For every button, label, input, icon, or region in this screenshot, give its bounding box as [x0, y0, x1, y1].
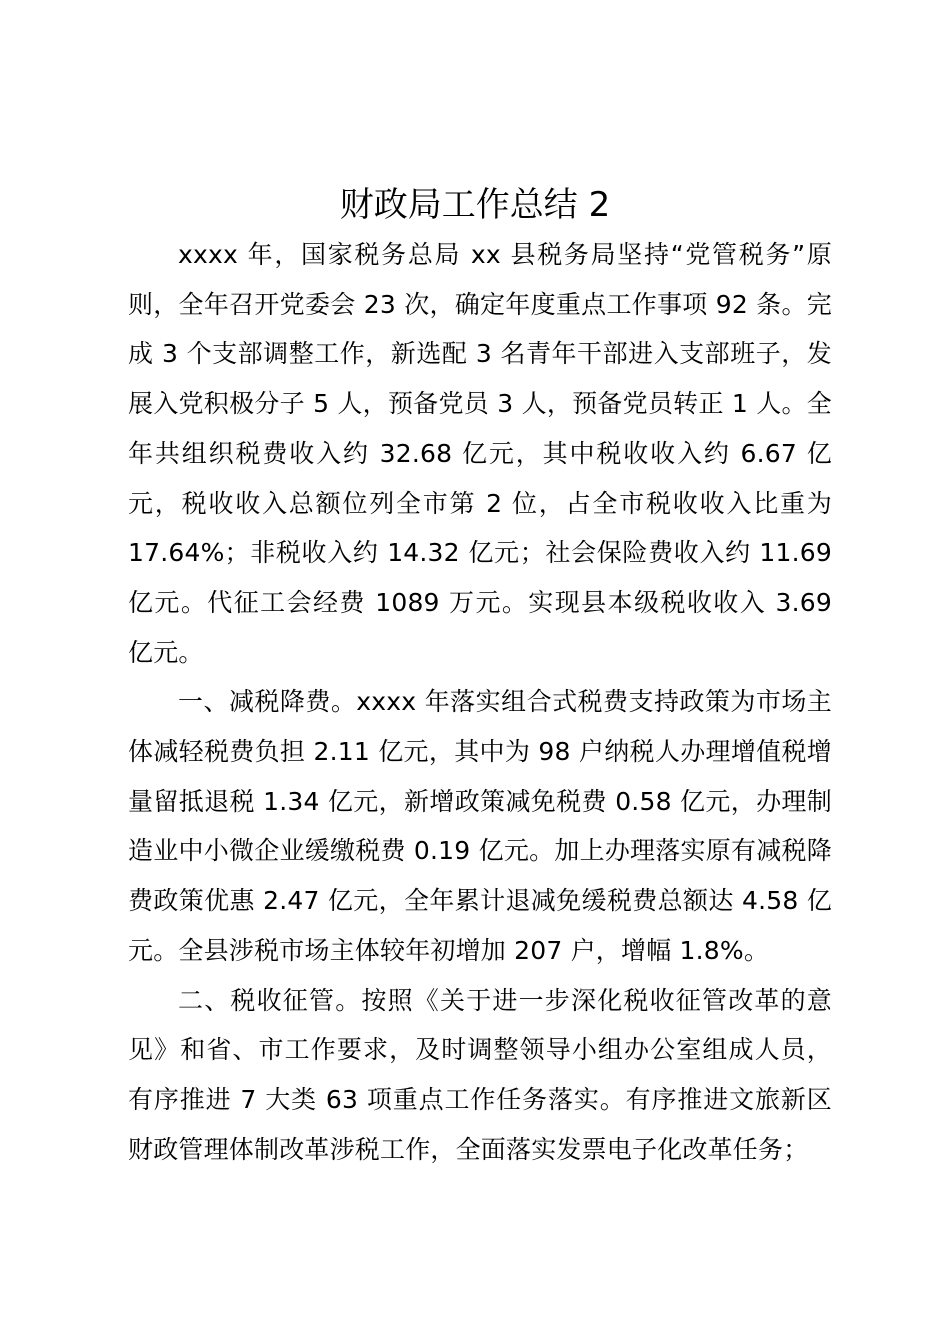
- paragraph-overview: xxxx 年，国家税务总局 xx 县税务局坚持“党管税务”原则，全年召开党委会 23 次，确定年度重点工作事项 92 条。完成 3 个支部调整工作，新选配 3 名青年干部进入支部班子，发展入党积极分子 5 人，预备党员 3 人，预备党员转正 1 人。全年共组织税费收入约 32.68 亿元，其中税收收入约 6.67 亿元，税收收入总额位列全市第 2 位，占全市税收收入比重为 17.64%；非税收入约 14.32 亿元；社会保险费收入约 11.69 亿元。代征工会经费 1089 万元。实现县本级税收收入 3.69 亿元。: [128, 240, 832, 667]
- document-body: [128, 230, 832, 1174]
- paragraph-tax-administration: 二、税收征管。按照《关于进一步深化税收征管改革的意见》和省、市工作要求，及时调整领导小组办公室组成人员，有序推进 7 大类 63 项重点工作任务落实。有序推进文旅新区财政管理体制改革涉税工作，全面落实发票电子化改革任务；: [128, 985, 832, 1164]
- document-title: 财政局工作总结 2: [339, 185, 611, 225]
- paragraph-tax-reduction: 一、减税降费。xxxx 年落实组合式税费支持政策为市场主体减轻税费负担 2.11 亿元，其中为 98 户纳税人办理增值税增量留抵退税 1.34 亿元，新增政策减免税费 0.58 亿元，办理制造业中小微企业缓缴税费 0.19 亿元。加上办理落实原有减税降费政策优惠 2.47 亿元，全年累计退减免缓税费总额达 4.58 亿元。全县涉税市场主体较年初增加 207 户，增幅 1.8%。: [128, 687, 832, 965]
